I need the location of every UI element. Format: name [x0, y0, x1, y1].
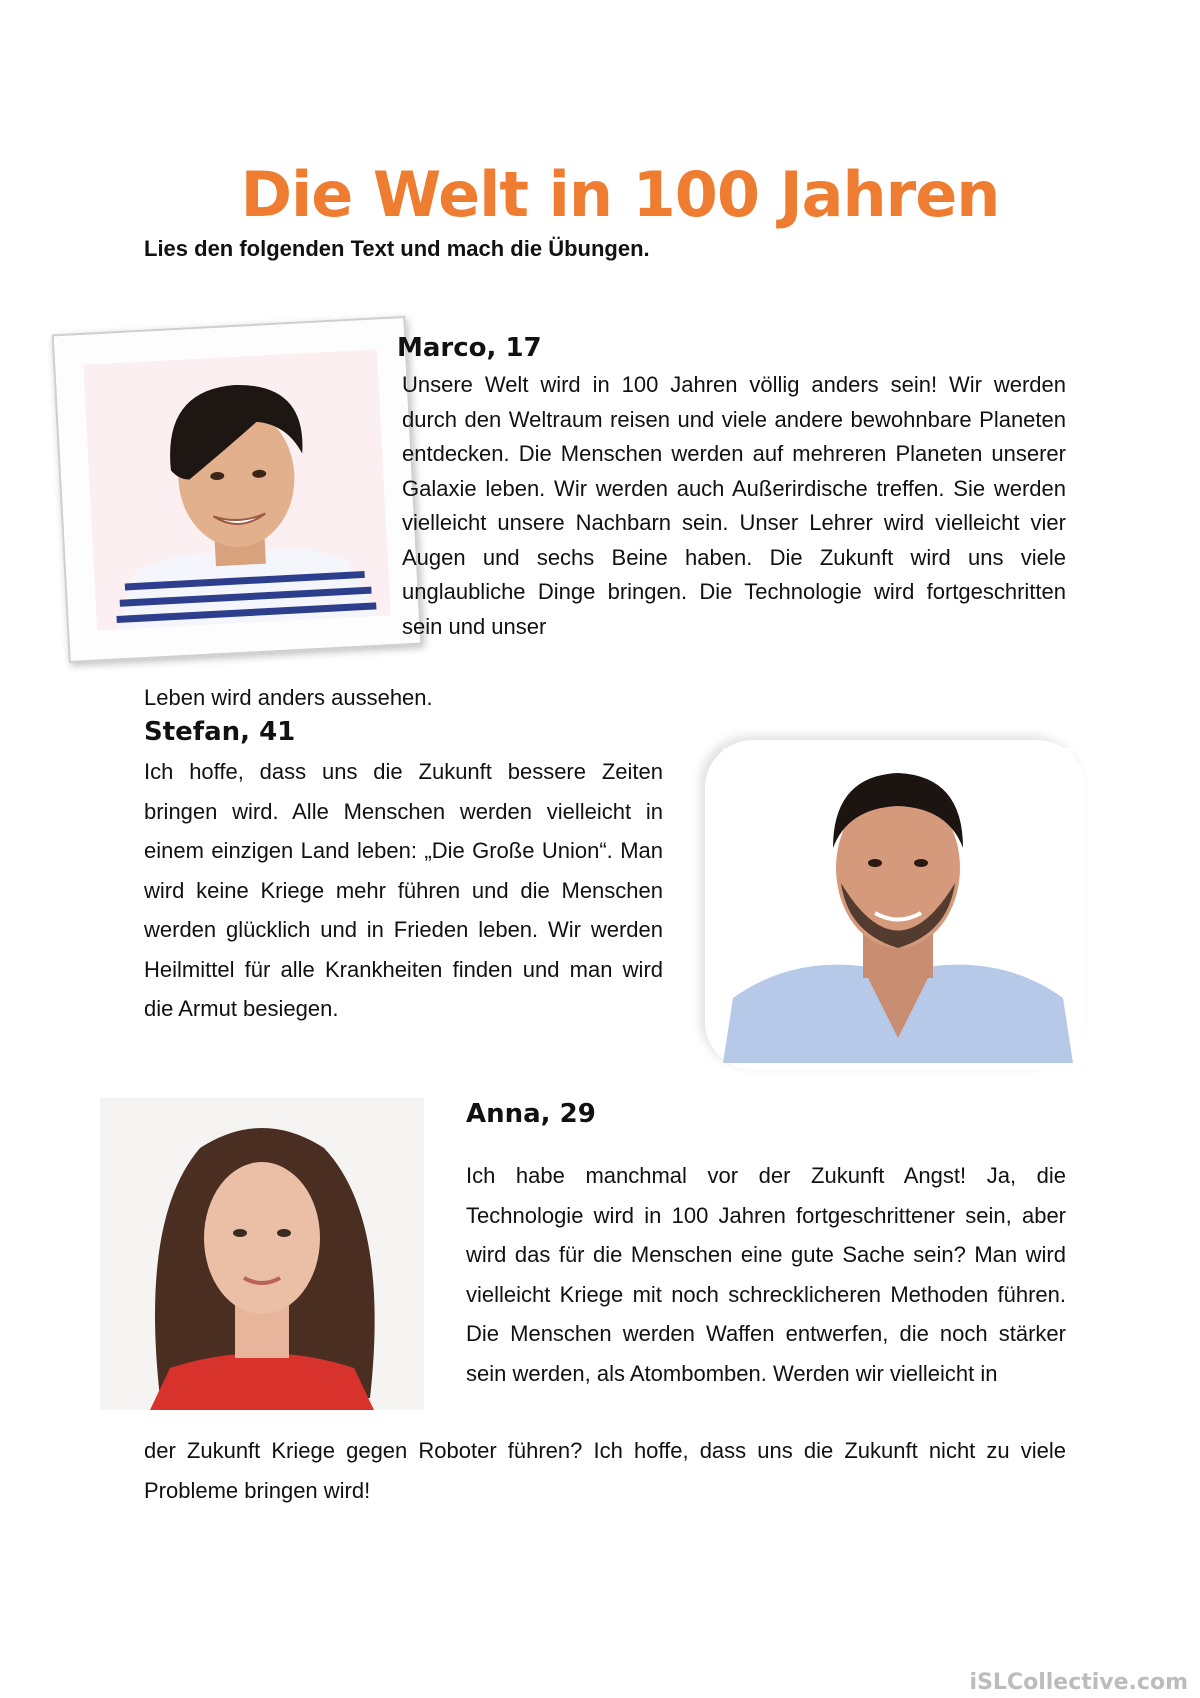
instruction: Lies den folgenden Text und mach die Übungen. [144, 236, 650, 261]
marco-text-continued: Leben wird anders aussehen. [144, 685, 433, 710]
person-name-marco: Marco, 17 [397, 333, 542, 363]
footer-watermark: iSLCollective.com [969, 1670, 1188, 1695]
anna-photo [100, 1098, 424, 1410]
stefan-photo [723, 748, 1073, 1063]
marco-photo [83, 349, 391, 630]
person-name-stefan: Stefan, 41 [144, 717, 296, 747]
stefan-text: Ich hoffe, dass uns die Zukunft bessere Zeiten bringen wird. Alle Menschen werden vielleicht in einem einzigen Land leben: „Die Große Union“. Man wird keine Kriege mehr führen und die Menschen werden glücklich und in Frieden leben. Wir werden Heilmittel für alle Krankheiten finden und man wird die Armut besiegen. [144, 759, 663, 1021]
marco-text: Unsere Welt wird in 100 Jahren völlig anders sein! Wir werden durch den Weltraum reisen und viele andere bewohnbare Planeten entdecken. Die Menschen werden auf mehreren Planeten unserer Galaxie leben. Wir werden auch Außerirdische treffen. Sie werden vielleicht unsere Nachbarn sein. Unser Lehrer wird vielleicht vier Augen und sechs Beine haben. Die Zukunft wird uns viele unglaubliche Dinge bringen. Die Technologie wird fortgeschritten sein und unser [402, 372, 1066, 639]
anna-text-continued: der Zukunft Kriege gegen Roboter führen? Ich hoffe, dass uns die Zukunft nicht zu viele Probleme bringen wird! [144, 1438, 1066, 1503]
person-name-anna: Anna, 29 [466, 1099, 596, 1129]
marco-photo-frame [52, 316, 423, 663]
page-title: Die Welt in 100 Jahren [240, 158, 1000, 231]
anna-text: Ich habe manchmal vor der Zukunft Angst! Ja, die Technologie wird in 100 Jahren fortgeschrittener sein, aber wird das für die Menschen eine gute Sache sein? Man wird vielleicht Kriege mit noch schrecklicheren Methoden führen. Die Menschen werden Waffen entwerfen, die noch stärker sein werden, als Atombomben. Werden wir vielleicht in [466, 1163, 1066, 1386]
